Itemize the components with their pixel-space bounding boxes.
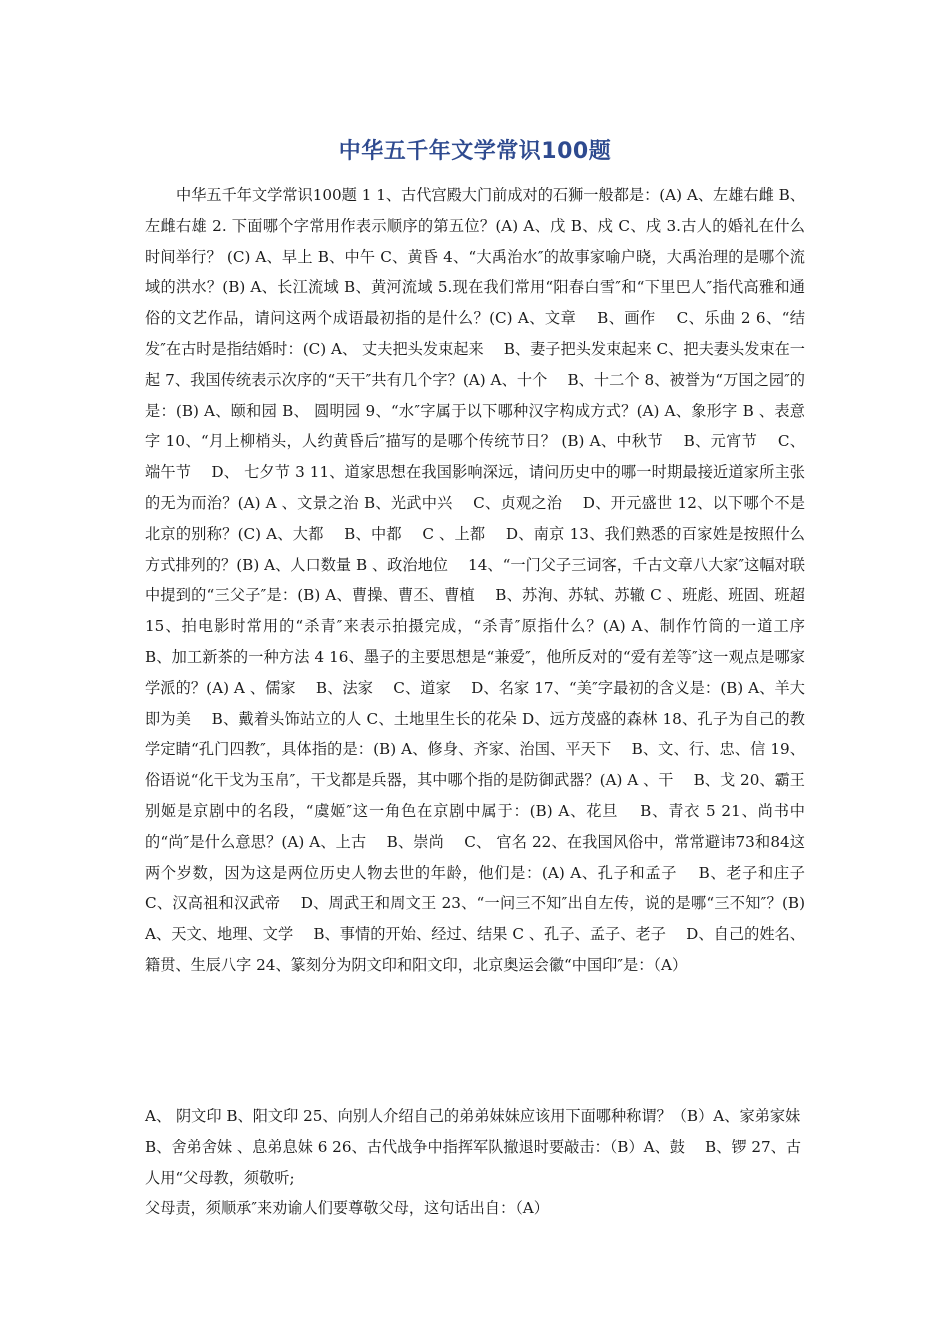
document-title: 中华五千年文学常识100题 [338,139,612,164]
main-paragraph: 中华五千年文学常识100题 1 1、古代宫殿大门前成对的石狮一般都是：(A) A、左雄右雌 B、左雌右雄 2. 下面哪个字常用作表示顺序的第五位？(A) A、戊 B、戍 C、戌 3.古人的婚礼在什么时间举行？ (C) A、早上 B、中午 C、黄昏 4、“大禹治水″的故事家喻户晓，大禹治理的是哪个流域的洪水？(B) A、长江流域 B、黄河流域 5.现在我们常用“阳春白雪″和“下里巴人″指代高雅和通俗的文艺作品，请问这两个成语最初指的是什么？(C) A、文章 B、画作 C、乐曲 2 6、“结发″在古时是指结婚时：(C) A、 丈夫把头发束起来 B、妻子把头发束起来 C、把夫妻头发束在一起 7、我国传统表示次序的“天干″共有几个字？(A) A、十个 B、十二个 8、被誉为“万国之园″的是：(B) A、颐和园 B、 圆明园 9、“水″字属于以下哪种汉字构成方式？(A) A、象形字 B 、表意字 10、“月上柳梢头，人约黄昏后″描写的是哪个传统节日？ (B) A、中秋节 B、元宵节 C、端午节 D、 七夕节 3 11、道家思想在我国影响深远，请问历史中的哪一时期最接近道家所主张的无为而治？(A) A 、文景之治 B、光武中兴 C、贞观之治 D、开元盛世 12、以下哪个不是北京的别称？(C) A、大都 B、中都 C 、上都 D、南京 13、我们熟悉的百家姓是按照什么方式排列的？(B) A、人口数量 B 、政治地位 14、“一门父子三词客，千古文章八大家″这幅对联中提到的“三父子″是：(B) A、曹操、曹丕、曹植 B、苏洵、苏轼、苏辙 C 、班彪、班固、班超 15、拍电影时常用的“杀青″来表示拍摄完成，“杀青″原指什么？(A) A、制作竹筒的一道工序 B、加工新茶的一种方法 4 16、墨子的主要思想是“兼爱″，他所反对的“爱有差等″这一观点是哪家学派的？(A) A 、儒家 B、法家 C、道家 D、名家 17、“美″字最初的含义是：(B) A、羊大即为美 B、戴着头饰站立的人 C、土地里生长的花朵 D、远方茂盛的森林 18、孔子为自己的教学定睛“孔门四教″，具体指的是：(B) A、修身、齐家、治国、平天下 B、文、行、忠、信 19、俗语说“化干戈为玉帛″，干戈都是兵器，其中哪个指的是防御武器？(A) A 、干 B、戈 20、霸王别姬是京剧中的名段，“虞姬″这一角色在京剧中属于：(B) A、花旦 B、青衣 5 21、尚书中的“尚″是什么意思？(A) A、上古 B、崇尚 C、 官名 22、在我国风俗中，常常避讳73和84这两个岁数，因为这是两位历史人物去世的年龄，他们是：(A) A、孔子和孟子 B、老子和庄子 C、汉高祖和汉武帝 D、周武王和周文王 23、“一问三不知″出自左传，说的是哪“三不知″？(B) A、天文、地理、文学 B、事情的开始、经过、结果 C 、孔子、孟子、老子 D、自己的姓名、籍贯、生辰八字 24、篆刻分为阴文印和阳文印，北京奥运会徽“中国印″是：（A） [145,186,826,974]
paragraph-3-text: 父母责，须顺承″来劝谕人们要尊敬父母，这句话出自：（A） [145,1199,549,1218]
paragraph-2 [145,1101,805,1224]
paragraph-2-text: A、 阴文印 B、阳文印 25、向别人介绍自己的弟弟妹妹应该用下面哪种称谓？（B）A、家弟家妹 B、舍弟舍妹 、息弟息妹 6 26、古代战争中指挥军队撤退时要敲击：（B）A、鼓 B、锣 27、古人用“父母教，须敬听; [145,1107,802,1187]
